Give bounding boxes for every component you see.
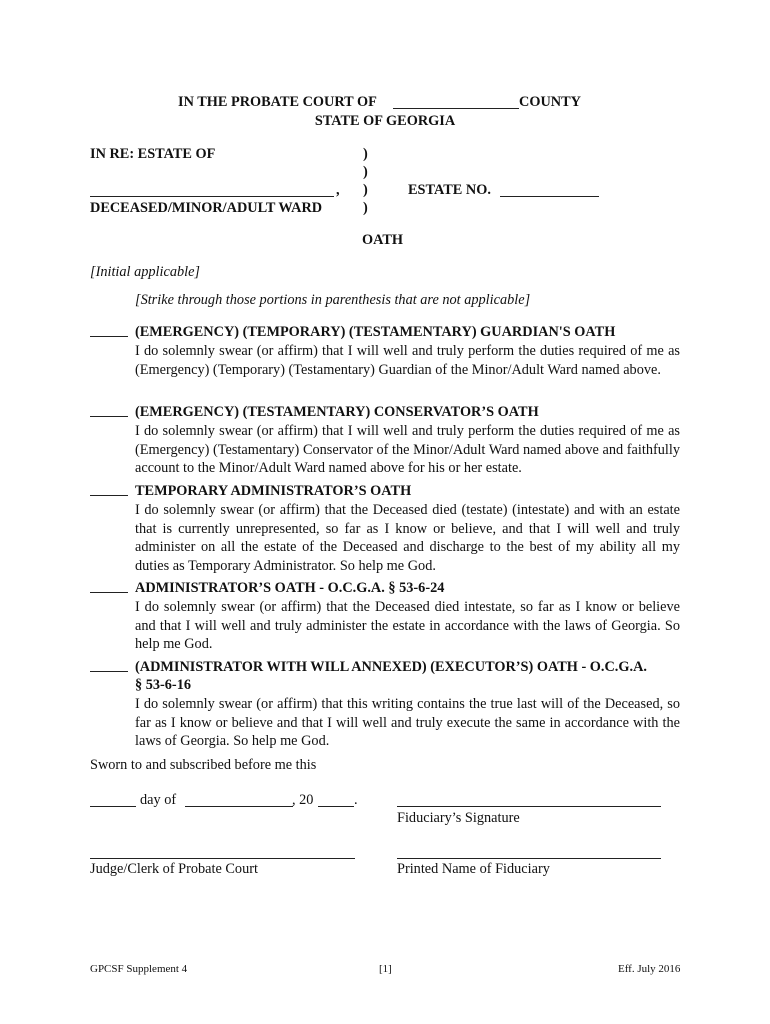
initial-blank[interactable]: [90, 671, 128, 672]
estate-name-blank[interactable]: [90, 196, 334, 197]
date-period: .: [354, 792, 358, 808]
judge-signature-line[interactable]: [90, 858, 355, 859]
section-heading: (ADMINISTRATOR WITH WILL ANNEXED) (EXECUTOR’S) OATH - O.C.G.A.: [135, 659, 647, 675]
caption-paren: ): [363, 182, 368, 198]
section-heading: TEMPORARY ADMINISTRATOR’S OATH: [135, 483, 412, 499]
day-blank[interactable]: [90, 806, 136, 807]
state-title: STATE OF GEORGIA: [314, 113, 456, 129]
sworn-statement: Sworn to and subscribed before me this: [90, 757, 317, 773]
printed-name-line[interactable]: [397, 858, 661, 859]
county-blank[interactable]: [393, 108, 519, 109]
initial-blank[interactable]: [90, 495, 128, 496]
court-prefix: IN THE PROBATE COURT OF: [178, 94, 377, 110]
fiduciary-signature-label: Fiduciary’s Signature: [397, 810, 520, 826]
strike-instruction: [Strike through those portions in parenthesis that are not applicable]: [135, 292, 531, 308]
party-type-label: DECEASED/MINOR/ADULT WARD: [90, 200, 323, 216]
name-comma: ,: [336, 182, 340, 198]
section-body: I do solemnly swear (or affirm) that I will well and truly perform the duties required of me as (Emergency) (Testamentary) Conservator of the Minor/Adult Ward named above and faithfully account to the Minor/Adult Ward named above for his or her estate.: [135, 423, 680, 476]
initial-blank[interactable]: [90, 592, 128, 593]
caption-paren: ): [363, 146, 368, 162]
form-id: GPCSF Supplement 4: [90, 963, 188, 975]
section-body: I do solemnly swear (or affirm) that this writing contains the true last will of the Deceased, so far as I know or believe and that I will well and truly execute the same in accordance with the laws of Georgia. So help me God.: [135, 696, 680, 749]
day-of-label: day of: [140, 792, 177, 808]
section-body: I do solemnly swear (or affirm) that the Deceased died intestate, so far as I know or believe and that I will well and truly administer the estate in accordance with the laws of Georgia. So help me God.: [135, 599, 680, 652]
in-re-label: IN RE: ESTATE OF: [90, 146, 216, 162]
section-body: I do solemnly swear (or affirm) that the Deceased died (testate) (intestate) and with an estate that is currently unrepresented, so far as I know or believe, and that I will well and truly administer on all the estate of the Deceased and discharge to the best of my ability all my duties as Temporary Administrator. So help me God.: [135, 502, 680, 574]
page-number: [1]: [379, 963, 392, 975]
initial-instruction: [Initial applicable]: [90, 264, 200, 280]
initial-blank[interactable]: [90, 416, 128, 417]
printed-name-label: Printed Name of Fiduciary: [397, 861, 550, 877]
oath-title: OATH: [362, 232, 404, 248]
year-prefix: , 20: [292, 792, 314, 808]
section-heading: (EMERGENCY) (TESTAMENTARY) CONSERVATOR’S OATH: [135, 404, 539, 420]
caption-paren: ): [363, 164, 368, 180]
caption-paren: ): [363, 200, 368, 216]
estate-no-blank[interactable]: [500, 196, 599, 197]
fiduciary-signature-line[interactable]: [397, 806, 661, 807]
year-blank[interactable]: [318, 806, 354, 807]
court-suffix: COUNTY: [519, 94, 581, 110]
section-body: I do solemnly swear (or affirm) that I will well and truly perform the duties required of me as (Emergency) (Temporary) (Testamentary) Guardian of the Minor/Adult Ward named above.: [135, 343, 680, 378]
judge-clerk-label: Judge/Clerk of Probate Court: [90, 861, 258, 877]
section-heading: (EMERGENCY) (TEMPORARY) (TESTAMENTARY) GUARDIAN'S OATH: [135, 324, 616, 340]
estate-no-label: ESTATE NO.: [408, 182, 491, 198]
effective-date: Eff. July 2016: [618, 963, 681, 975]
initial-blank[interactable]: [90, 336, 128, 337]
section-heading: ADMINISTRATOR’S OATH - O.C.G.A. § 53-6-24: [135, 580, 445, 596]
section-heading-continued: § 53-6-16: [135, 677, 191, 693]
month-blank[interactable]: [185, 806, 293, 807]
